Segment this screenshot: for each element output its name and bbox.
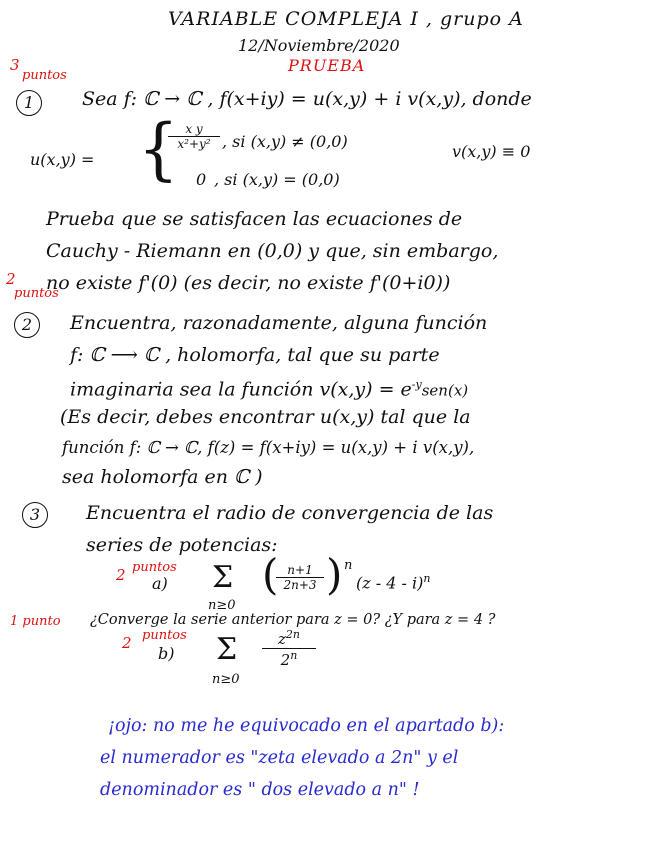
q2-line3-exponent: -y <box>411 378 422 391</box>
q1-intro: Sea f: ℂ → ℂ , f(x+iy) = u(x,y) + i v(x,y), donde <box>82 88 532 110</box>
q1-brace: { <box>138 111 179 189</box>
q1-case1-condition: , si (x,y) ≠ (0,0) <box>222 132 348 151</box>
q3b-denominator-base: 2 <box>280 651 291 669</box>
q3b-denominator-exponent: n <box>290 649 298 662</box>
q3c-points: 1 punto <box>10 614 61 629</box>
q3a-label: a) <box>152 574 168 593</box>
q3b-fraction <box>262 628 316 669</box>
q2-text-line3 <box>70 378 468 400</box>
q3a-points-label: puntos <box>132 560 177 575</box>
q1-fraction-numerator: x y <box>185 122 203 136</box>
q3a-fraction <box>276 563 324 592</box>
q3b-numerator-base: z <box>278 630 286 648</box>
q3-text-line1: Encuentra el radio de convergencia de las <box>86 502 494 524</box>
q3a-left-paren: ( <box>262 550 279 599</box>
q3a-points-number: 2 <box>116 566 126 584</box>
q1-v-definition: v(x,y) ≡ 0 <box>452 142 531 161</box>
q1-points-label: puntos <box>22 68 67 83</box>
q2-text-line6: sea holomorfa en ℂ ) <box>62 466 263 488</box>
q1-text-line1: Prueba que se satisfacen las ecuaciones de <box>46 208 463 230</box>
q1-points-number: 3 <box>10 56 20 74</box>
q3a-sum-index: n≥0 <box>208 598 236 613</box>
q1-case2-value: 0 <box>196 170 207 189</box>
q3-text-line2: series de potencias: <box>86 534 278 556</box>
q2-text-line2: f: ℂ ⟶ ℂ , holomorfa, tal que su parte <box>70 344 440 366</box>
q2-text-line5: función f: ℂ → ℂ, f(z) = f(x+iy) = u(x,y) + i v(x,y), <box>62 438 475 457</box>
note-line2: el numerador es "zeta elevado a 2n" y el <box>100 748 459 768</box>
q2-line3-text: imaginaria sea la función v(x,y) = e <box>70 378 412 401</box>
exam-date: 12/Noviembre/2020 <box>238 36 400 55</box>
q3a-term-exponent: n <box>423 572 431 585</box>
q2-number-circle: 2 <box>14 312 40 338</box>
q1-u-lhs: u(x,y) = <box>30 150 95 169</box>
q2-points-number: 2 <box>6 270 16 288</box>
q2-line3-sine: sen(x) <box>421 381 469 400</box>
q3b-points-label: puntos <box>142 628 187 643</box>
q1-text-line2: Cauchy - Riemann en (0,0) y que, sin embargo, <box>46 240 499 262</box>
exam-type: PRUEBA <box>288 56 366 75</box>
q3a-term <box>356 572 430 592</box>
q3a-right-paren: ) <box>326 550 343 599</box>
q2-text-line1: Encuentra, razonadamente, alguna función <box>70 312 488 334</box>
q3-number-circle: 3 <box>22 502 48 528</box>
note-line3: denominador es " dos elevado a n" ! <box>100 780 420 800</box>
q3b-points-number: 2 <box>122 634 132 652</box>
note-line1: ¡ojo: no me he equivocado en el apartado b): <box>108 716 505 736</box>
q3b-sum-index: n≥0 <box>212 672 240 687</box>
q3a-term-text: (z - 4 - i) <box>356 573 424 593</box>
q1-fraction-denominator: x²+y² <box>177 137 211 151</box>
q3a-exponent: n <box>344 558 353 573</box>
q1-fraction <box>168 122 220 151</box>
q3b-label: b) <box>158 644 175 663</box>
q1-text-line3: no existe f'(0) (es decir, no existe f'(0+i0)) <box>46 272 451 294</box>
q3a-sum-symbol: Σ <box>212 560 234 595</box>
q3c-question: ¿Converge la serie anterior para z = 0? ¿Y para z = 4 ? <box>90 612 496 628</box>
q1-number-circle: 1 <box>16 90 42 116</box>
q2-text-line4: (Es decir, debes encontrar u(x,y) tal que la <box>60 406 471 428</box>
q2-points-label: puntos <box>14 286 59 301</box>
q3a-fraction-numerator: n+1 <box>287 563 313 577</box>
q3b-fraction-denominator <box>262 649 316 669</box>
q1-case2-condition: , si (x,y) = (0,0) <box>214 170 340 189</box>
q3b-fraction-numerator <box>262 628 316 648</box>
q3b-numerator-exponent: 2n <box>285 628 300 641</box>
q3b-sum-symbol: Σ <box>216 632 238 667</box>
q3a-fraction-denominator: 2n+3 <box>283 578 317 592</box>
course-title: VARIABLE COMPLEJA I , grupo A <box>168 8 524 30</box>
